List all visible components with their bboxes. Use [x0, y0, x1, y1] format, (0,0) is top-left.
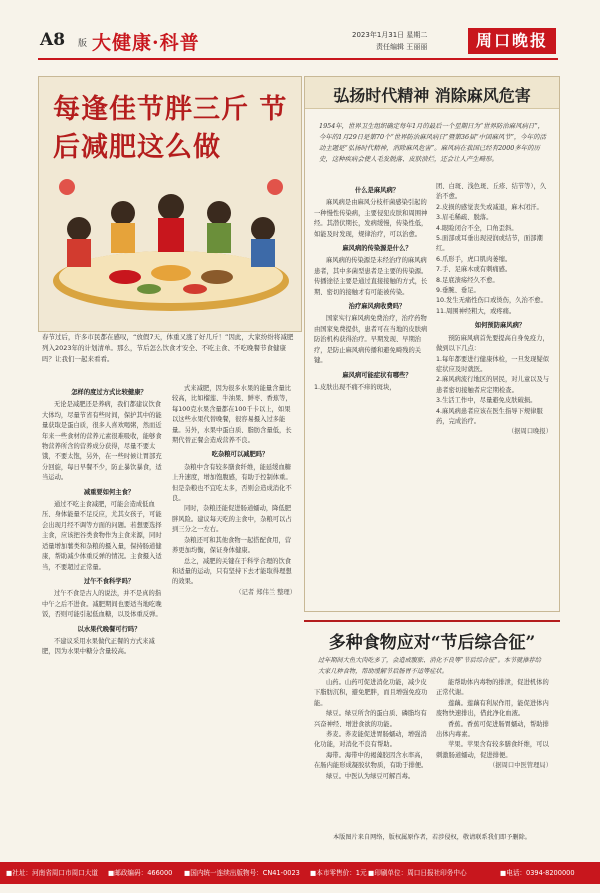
- paragraph: 绿豆。中医认为绿豆可解百毒。: [326, 772, 415, 780]
- paragraph: 杂粮中含有较多膳食纤维，能延缓血糖上升速度，增加饱腹感，有助于控制体重。但是杂粮也不宜吃太多，否则会造成消化不良。: [172, 463, 292, 503]
- source-credit: （据周口中医管理局）: [489, 762, 552, 770]
- subheading: 怎样的度过方式比较健康？: [71, 389, 147, 396]
- issue-date: 2023年1月31日 星期二: [352, 31, 428, 39]
- subheading: 治疗麻风病收费吗？: [348, 303, 406, 311]
- paragraph: 荞麦。荞麦能促进胃肠蠕动，增强消化功能，对消化不良有帮助。: [314, 731, 427, 749]
- paragraph: 不建议采用水果做代正餐的方式来减肥，因为水果中糖分含量较高。: [42, 637, 155, 656]
- paragraph: 2.麻风病流行地区的居民，对儿童以及与患者密切接触者应定期检查。: [436, 376, 550, 394]
- article-2-column-2: [436, 182, 552, 607]
- food-article-title: 多种食物应对“节后综合征”: [328, 633, 536, 653]
- footer-item: ■印刷单位：周口日报社印务中心: [368, 869, 467, 877]
- footer-item: ■电话：0394-8200000: [500, 869, 575, 877]
- paragraph: 莲藕。莲藕有利尿作用，能促进体内废物快速排出，借此净化血液。: [436, 699, 549, 718]
- feature-block: [38, 76, 302, 332]
- subheading: 减重要如何主食？: [83, 488, 135, 496]
- subheading: 麻风病可能症状有哪些？: [342, 371, 412, 379]
- subheading: 如何预防麻风病？: [474, 322, 526, 330]
- paragraph: 杂粮还可和其他食物一起搭配食用，营养更加均衡，保证身体健康。: [172, 536, 292, 555]
- leprosy-article-header: [305, 77, 559, 109]
- source-credit: （据周口晚报）: [507, 428, 552, 436]
- paragraph: 7.手、足麻木或有刺痛感。: [436, 266, 512, 274]
- page-footer: [0, 862, 600, 884]
- subheading: 麻风病的传染源是什么？: [342, 245, 412, 253]
- paragraph: 1.皮肤出现不痛不痒的斑块，: [314, 383, 396, 391]
- footer-item: ■邮政编码：466000: [108, 869, 173, 877]
- paragraph: 能帮助体内毒物的排泄，促进机体的正常代谢。: [436, 679, 549, 697]
- section-title: 大健康·科普: [92, 32, 200, 54]
- feature-lead: 春节过后，许多市民都在感叹，“放假7天，体重又涨了好几斤！”因此，大家纷纷将减肥列入2023年的计划清单。那么，节后怎么饮食才安全、不吃主食、不吃晚餐节食健康吗？让我们一起来看看。: [42, 333, 294, 363]
- article-2-column-1: [314, 182, 428, 607]
- paragraph: 式来减肥，因为很多水果的能量含量比较高，比如榴莲、牛油果、鲜枣、香蕉等，每100克水果含量都在100千卡以上，如果以这些水果代替晚餐，很容易摄入过多能量。另外，水果中蛋白质、脂肪含量低，长期代替正餐会造成营养不良。: [172, 385, 292, 445]
- page-number-suffix: 版: [78, 39, 88, 49]
- copyright-note: 本版图片来自网络，版权属原作者，若涉侵权，敬请联系我们即予删除。: [333, 834, 531, 841]
- newspaper-logo: 周口晚报: [468, 28, 556, 54]
- paragraph: 过午不食是古人的说法，并不是真的指中午之后不进食。减肥期间也要适当地吃晚饭，否则可能引起低血糖，以及体重反弹。: [42, 590, 162, 619]
- footer-item: ■国内统一连续出版物号：CN41-0023: [184, 869, 300, 877]
- article-1-column-1: [42, 384, 164, 856]
- subheading: 过午不食科学吗？: [83, 577, 135, 585]
- editor-credit: 责任编辑 王丽丽: [376, 43, 428, 51]
- dinner-illustration: [39, 173, 302, 332]
- subheading: 什么是麻风病？: [354, 187, 400, 194]
- article-3-column-1: [314, 678, 428, 828]
- leprosy-article-title: 弘扬时代精神 消除麻风危害: [333, 86, 531, 105]
- paragraph: 麻风病是由麻风分枝杆菌感染引起的一种慢性传染病，主要侵犯皮肤和周围神经。其潜伏期长，发病缓慢，传染性低，如能及时发现，规律治疗，可以治愈。: [314, 199, 428, 238]
- paragraph: 无论是减肥还是养病，我们都建议饮食大体均，尽量节省有些时间，保护其中的能量获取是蛋白质，很多人喜欢喝粥，然而近年来一些食材的营养元素很难吸收，能够食物营养所含的营养成分获得，尽量不要太饿，不要太饱，另外，在一些时候让胃部充分回旋，每日早餐不少，防止暴饮暴食，适当运动。: [42, 401, 162, 482]
- article-1-column-2: [172, 384, 296, 856]
- source-credit: （记者 郑伟兰 整理）: [235, 588, 296, 596]
- paragraph: 同时，杂粮还能促进肠道蠕动，降低肥胖风险。建议每天吃的主食中，杂粮可以占到三分之一左右。: [172, 505, 292, 534]
- leprosy-article-intro: 1954年，世界卫生组织确定每年1月的最后一个星期日为“世界防治麻风病日”，今年的1月29日是第70个“世界防治麻风病日”暨第36届“中国麻风节”，今年的活动主题是“弘扬时代精神，消除麻风危害”。麻风病在我国已经有2000多年的历史，这种疾病会使人毛发脱落、皮肤溃烂，还会让人产生畸形。: [319, 122, 546, 163]
- header-rule: [38, 58, 558, 60]
- paragraph: 4.眼睑闭合不全，口角歪斜。: [436, 224, 518, 232]
- paragraph: 8.足底溃疡经久不愈。: [436, 276, 499, 284]
- paragraph: 苹果。苹果含有较多膳食纤维，可以刺激肠道蠕动，促进排便。: [436, 741, 549, 759]
- subheading: 以水果代晚餐可行吗？: [77, 625, 141, 633]
- footer-item: ■社址：河南省周口市周口大道: [6, 869, 98, 877]
- footer-item: ■本市零售价：1元: [310, 869, 367, 877]
- paragraph: 1.每年都要进行健康体检，一旦发现疑似症状应及时就医。: [436, 355, 550, 373]
- paragraph: 绿豆。绿豆所含的蛋白质、磷脂均有兴奋神经、增进食欲的功能。: [314, 710, 427, 728]
- paragraph: 海带。海带中的褐藻胶因含水率高，在肠内能形成凝胶状物质，有助于排便。: [314, 751, 428, 770]
- paragraph: 山药。山药可促进消化功能，减少皮下脂肪沉积，避免肥胖，而且增强免疫功能。: [314, 679, 428, 707]
- paragraph: 团、白斑、浅色斑、丘疹、结节等），久治不愈。: [436, 183, 547, 201]
- paragraph: 总之，减肥的关键在于科学合理的饮食和适量的运动，只有坚持下去才能取得理想的效果。: [172, 557, 292, 586]
- paragraph: 3.眉毛稀疏、脱落。: [436, 214, 493, 222]
- paragraph: 5.面部或耳垂出现浸润或结节，面部潮红。: [436, 235, 543, 253]
- food-article-intro: 过年期间大鱼大肉吃多了，会造成腹胀、消化不良等“节后综合征”。本节就推荐给大家几种食物，帮助缓解节后肠胃不适等症状。: [318, 657, 541, 675]
- paragraph: 9.垂腕、垂足。: [436, 287, 480, 295]
- subheading: 吃杂粮可以减肥吗？: [211, 451, 269, 459]
- paragraph: 10.发生无痛性伤口或烫伤，久治不愈。: [436, 297, 547, 305]
- page-header: [0, 0, 600, 62]
- article-3-column-2: [436, 678, 552, 828]
- paragraph: 3.生活工作中，尽量避免皮肤破损。: [436, 397, 537, 405]
- paragraph: 香蕉。香蕉可促进肠胃蠕动，帮助排出体内毒素。: [436, 720, 549, 739]
- paragraph: 预防麻风病首先要提高自身免疫力，做到以下几点：: [436, 334, 549, 353]
- paragraph: 麻风病的传染源是未经治疗的麻风病患者，其中多菌型患者是主要的传染源。传播途径主要是通过直接接触的方式，长期、密切的接触才有可能被传染。: [314, 257, 428, 296]
- paragraph: 国家实行麻风病免费治疗，治疗药物由国家免费提供，患者可在当地的皮肤病防治机构获得治疗。早期发现、早期治疗，是防止麻风病传播和避免畸残的关键。: [314, 315, 428, 365]
- paragraph: 6.爪形手，虎口肌肉萎缩。: [436, 255, 512, 263]
- paragraph: 2.皮损的感觉丧失或减退，麻木闭汗。: [436, 203, 543, 211]
- paragraph: 4.麻风病患者应该在医生指导下规律服药，完成治疗。: [436, 407, 543, 425]
- feature-title: 每逢佳节胖三斤 节后减肥这么做: [53, 94, 288, 163]
- paragraph: 11.周围神经粗大，或疼痛。: [436, 307, 516, 315]
- paragraph: 通过不吃主食减肥，可能会造成低血压、身体能量不足反应，尤其女孩子，可能会出现月经不调等方面的问题。若想要选择主食，应该把谷类食物作为主食来源，同时适量增加薯类和杂粮的摄入量，保持肠道健康，帮助减少体重反弹的情况。主食摄入适当，不要超过正常量。: [42, 501, 162, 571]
- page-number: A8: [40, 30, 66, 50]
